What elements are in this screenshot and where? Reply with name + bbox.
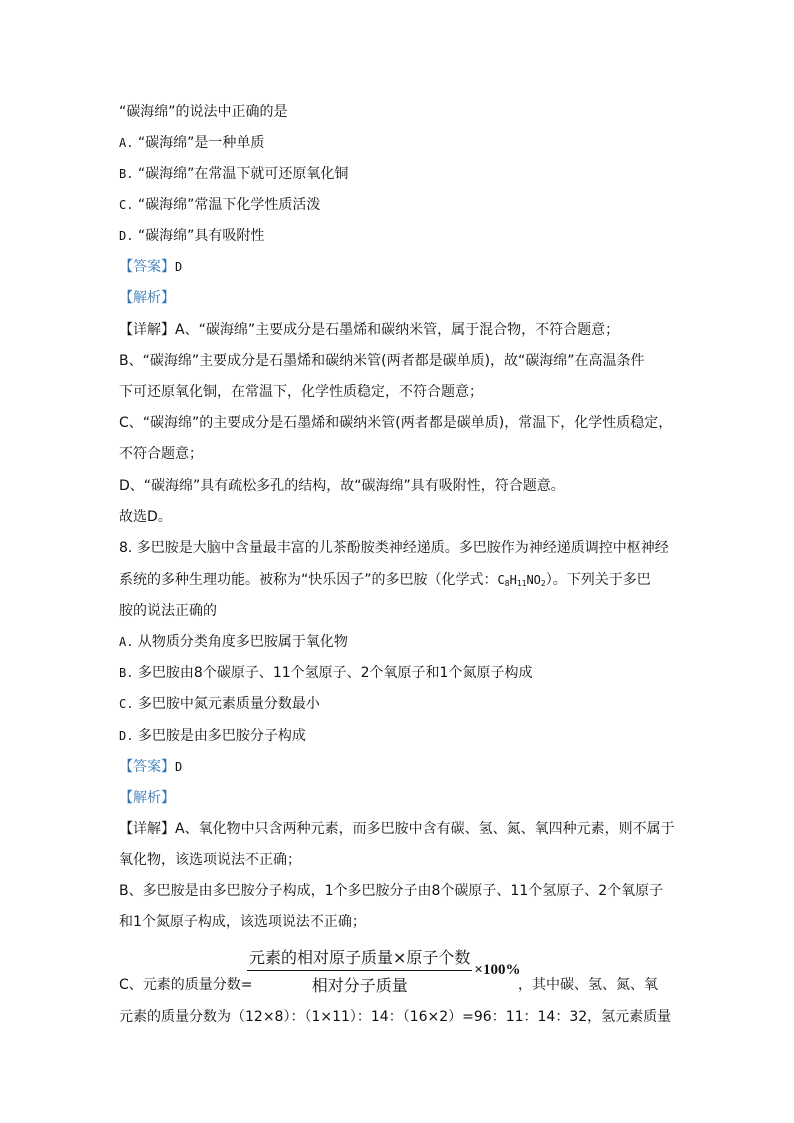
q7-conclusion: 故选D。 bbox=[119, 509, 172, 525]
mass-fraction-formula bbox=[247, 945, 520, 996]
q8-option-b: B. 多巴胺由8个碳原子、11个氢原子、2个氧原子和1个氮原子构成 bbox=[119, 665, 533, 681]
q7-detail-b: B、“碳海绵”主要成分是石墨烯和碳纳米管(两者都是碳单质)，故“碳海绵”在高温条件 bbox=[119, 353, 645, 369]
answer-label: 【答案】 bbox=[119, 259, 175, 275]
q8-stem-line-2: 系统的多种生理功能。被称为“快乐因子”的多巴胺（化学式：$C_8H_{11}NO_2$）。下列关于多巴 bbox=[119, 572, 651, 588]
q8-detail-a-cont: 氧化物，该选项说法不正确； bbox=[119, 852, 301, 868]
q8-detail-a: 【详解】A、氧化物中只含两种元素，而多巴胺中含有碳、氢、氮、氧四种元素，则不属于 bbox=[119, 821, 675, 837]
q7-stem: “碳海绵”的说法中正确的是 bbox=[119, 104, 288, 120]
answer-label: 【答案】 bbox=[119, 759, 175, 775]
q7-detail-a: 【详解】A、“碳海绵”主要成分是石墨烯和碳纳米管，属于混合物，不符合题意； bbox=[119, 322, 620, 338]
q8-stem-line-1: 8. 多巴胺是大脑中含量最丰富的儿茶酚胺类神经递质。多巴胺作为神经递质调控中枢神经 bbox=[119, 540, 669, 556]
q8-detail-c-suffix: ，其中碳、氢、氮、氧 bbox=[518, 977, 658, 993]
q8-option-d: D. 多巴胺是由多巴胺分子构成 bbox=[119, 728, 306, 744]
q7-detail-c-cont: 不符合题意； bbox=[119, 446, 203, 462]
q7-detail-b-cont: 下可还原氧化铜，在常温下，化学性质稳定，不符合题意； bbox=[119, 384, 483, 400]
q8-analysis-label: 【解析】 bbox=[119, 790, 175, 806]
q7-detail-d: D、“碳海绵”具有疏松多孔的结构，故“碳海绵”具有吸附性，符合题意。 bbox=[119, 478, 565, 494]
q7-answer: 【答案】D bbox=[119, 259, 183, 275]
q7-option-a: A. “碳海绵”是一种单质 bbox=[119, 135, 265, 151]
q8-option-c: C. 多巴胺中氮元素质量分数最小 bbox=[119, 696, 320, 712]
q8-detail-b-cont: 和1个氮原子构成，该选项说法不正确； bbox=[119, 914, 366, 930]
q7-option-b: B. “碳海绵”在常温下就可还原氧化铜 bbox=[119, 166, 349, 182]
q8-option-a: A. 从物质分类角度多巴胺属于氧化物 bbox=[119, 634, 348, 650]
formula-multiplier: ×100% bbox=[474, 962, 521, 978]
q8-answer: 【答案】D bbox=[119, 759, 183, 775]
q8-detail-b: B、多巴胺是由多巴胺分子构成，1个多巴胺分子由8个碳原子、11个氢原子、2个氧原子 bbox=[119, 883, 664, 899]
q8-stem-line-3: 胺的说法正确的 bbox=[119, 603, 217, 619]
q7-option-d: D. “碳海绵”具有吸附性 bbox=[119, 228, 265, 244]
chemical-formula: $C_8H_{11}NO_2$ bbox=[497, 573, 546, 588]
q7-option-c: C. “碳海绵”常温下化学性质活泼 bbox=[119, 197, 321, 213]
q7-detail-c: C、“碳海绵”的主要成分是石墨烯和碳纳米管(两者都是碳单质)，常温下，化学性质稳定， bbox=[119, 415, 673, 431]
formula-numerator: 元素的相对原子质量×原子个数 bbox=[247, 945, 472, 971]
q8-detail-c-prefix: C、元素的质量分数= bbox=[119, 977, 253, 993]
q8-detail-c-cont: 元素的质量分数为（12×8）：（1×11）：14：（16×2）=96：11：14：32，氢元素质量 bbox=[119, 1009, 672, 1025]
formula-denominator: 相对分子质量 bbox=[311, 976, 408, 995]
q7-analysis-label: 【解析】 bbox=[119, 290, 175, 306]
